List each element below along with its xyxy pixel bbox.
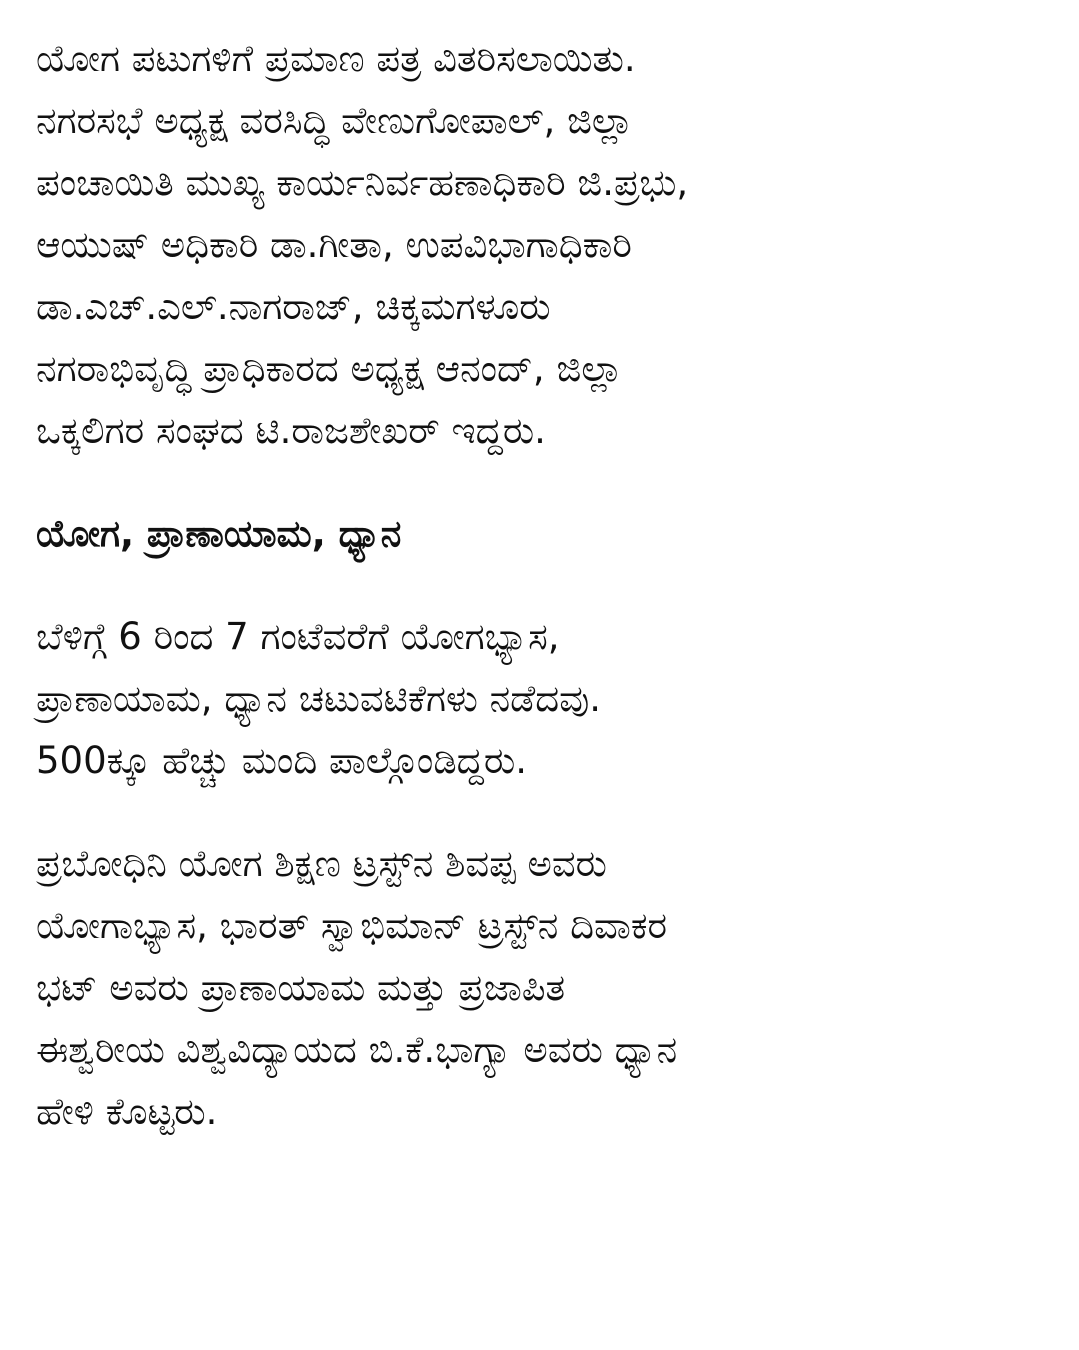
text-line: ಈಶ್ವರೀಯ ವಿಶ್ವವಿದ್ಯಾಯದ ಬಿ.ಕೆ.ಭಾಗ್ಯಾ ಅವರು ಧ್ಯಾನ — [36, 1028, 678, 1071]
text-line: ಯೋಗ ಪಟುಗಳಿಗೆ ಪ್ರಮಾಣ ಪತ್ರ ವಿತರಿಸಲಾಯಿತು. — [36, 37, 636, 80]
paragraph-instructors — [36, 833, 1046, 1143]
text-line: ನಗರಸಭೆ ಅಧ್ಯಕ್ಷ ವರಸಿದ್ಧಿ ವೇಣುಗೋಪಾಲ್, ಜಿಲ್ಲಾ — [36, 99, 634, 142]
text-line: ಪಂಚಾಯಿತಿ ಮುಖ್ಯ ಕಾರ್ಯನಿರ್ವಹಣಾಧಿಕಾರಿ ಜಿ.ಪ್ರಭು, — [36, 161, 689, 204]
text-line: ಆಯುಷ್ ಅಧಿಕಾರಿ ಡಾ.ಗೀತಾ, ಉಪವಿಭಾಗಾಧಿಕಾರಿ — [36, 223, 632, 266]
paragraph-certificates — [36, 28, 1046, 462]
text-line: 500ಕ್ಕೂ ಹೆಚ್ಚು ಮಂದಿ ಪಾಲ್ಗೊಂಡಿದ್ದರು. — [36, 739, 527, 782]
text-line: ಒಕ್ಕಲಿಗರ ಸಂಘದ ಟಿ.ರಾಜಶೇಖರ್ ಇದ್ದರು. — [36, 409, 546, 452]
text-line: ಬೆಳಿಗ್ಗೆ 6 ರಿಂದ 7 ಗಂಟೆವರೆಗೆ ಯೋಗಭ್ಯಾಸ, — [36, 615, 560, 658]
text-line: ಪ್ರಾಣಾಯಾಮ, ಧ್ಯಾನ ಚಟುವಟಿಕೆಗಳು ನಡೆದವು. — [36, 677, 602, 720]
text-line: ಭಟ್ ಅವರು ಪ್ರಾಣಾಯಾಮ ಮತ್ತು ಪ್ರಜಾಪಿತ — [36, 966, 566, 1009]
text-line: ನಗರಾಭಿವೃದ್ಧಿ ಪ್ರಾಧಿಕಾರದ ಅಧ್ಯಕ್ಷ ಆನಂದ್, ಜಿಲ್ಲಾ — [36, 347, 623, 390]
section-heading: ಯೋಗ, ಪ್ರಾಣಾಯಾಮ, ಧ್ಯಾನ — [36, 512, 402, 555]
text-line: ಡಾ.ಎಚ್.ಎಲ್.ನಾಗರಾಜ್, ಚಿಕ್ಕಮಗಳೂರು — [36, 285, 551, 328]
article-body — [36, 28, 1046, 1143]
paragraph-schedule — [36, 606, 1046, 792]
text-line: ಪ್ರಬೋಧಿನಿ ಯೋಗ ಶಿಕ್ಷಣ ಟ್ರಸ್ಟ್‌ನ ಶಿವಪ್ಪ ಅವರು — [36, 842, 607, 885]
text-line: ಯೋಗಾಭ್ಯಾಸ, ಭಾರತ್ ಸ್ವಾಭಿಮಾನ್ ಟ್ರಸ್ಟ್‌ನ ದಿವಾಕರ — [36, 904, 668, 947]
text-line: ಹೇಳಿ ಕೊಟ್ಟರು. — [36, 1090, 218, 1133]
